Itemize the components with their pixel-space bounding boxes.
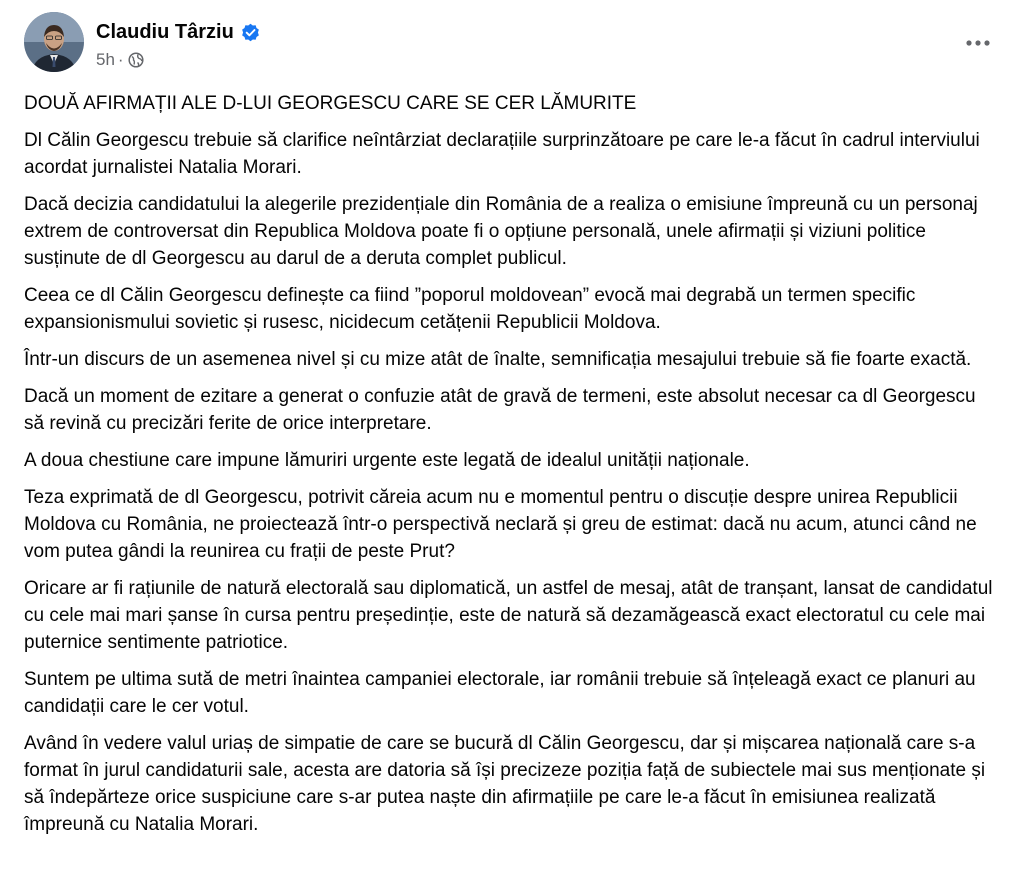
post-paragraph: Oricare ar fi rațiunile de natură electorală sau diplomatică, un astfel de mesaj, atât de tranșant, lansat de candidatul cu cele mai mari șanse în cursa pentru președinție, este de natură să dezamăgească exact electoratul cu cele mai puternice sentimente patriotice. (24, 578, 993, 653)
globe-icon[interactable] (128, 52, 144, 68)
post-paragraph: A doua chestiune care impune lămuriri urgente este legată de idealul unității naționale. (24, 450, 750, 471)
author-line (96, 21, 260, 44)
verified-badge-icon (241, 23, 260, 42)
post-body (24, 90, 994, 848)
post-timestamp[interactable]: 5h (96, 50, 115, 69)
post-meta (96, 50, 144, 70)
post-paragraph: Având în vedere valul uriaș de simpatie de care se bucură dl Călin Georgescu, dar și mișcarea națională care s-a format în jurul candidaturii sale, acesta are datoria să își precizeze poziția față de subiectele mai sus menționate și să îndepărteze orice suspiciune care s-ar putea naște din afirmațiile pe care le-a făcut în emisiunea realizată împreună cu Natalia Morari. (24, 733, 986, 835)
post-paragraph: Dacă un moment de ezitare a generat o confuzie atât de gravă de termeni, este absolut necesar ca dl Georgescu să revină cu precizări ferite de orice interpretare. (24, 386, 976, 434)
post-header (24, 12, 1000, 82)
author-name[interactable]: Claudiu Târziu (96, 21, 234, 43)
author-avatar[interactable] (24, 12, 84, 72)
post-title: DOUĂ AFIRMAȚII ALE D-LUI GEORGESCU CARE SE CER LĂMURITE (24, 93, 637, 114)
post-paragraph: Ceea ce dl Călin Georgescu definește ca fiind ”poporul moldovean” evocă mai degrabă un termen specific expansionismului sovietic și rusesc, nicidecum cetățenii Republicii Moldova. (24, 285, 916, 333)
meta-separator: · (117, 50, 124, 69)
post-paragraph: Dacă decizia candidatului la alegerile prezidențiale din România de a realiza o emisiune împreună cu un personaj extrem de controversat din Republica Moldova poate fi o opțiune personală, unele afirmații și viziuni politice susținute de dl Georgescu au darul de a deruta complet publicul. (24, 194, 978, 269)
more-options-icon[interactable] (960, 30, 996, 56)
post-paragraph: Suntem pe ultima sută de metri înaintea campaniei electorale, iar românii trebuie să înțeleagă exact ce planuri au candidații care le cer votul. (24, 669, 976, 717)
post-paragraph: Teza exprimată de dl Georgescu, potrivit căreia acum nu e momentul pentru o discuție despre unirea Republicii Moldova cu România, ne proiectează într-o perspectivă neclară și greu de estimat: dacă nu acum, atunci când ne vom putea gândi la reunirea cu frații de peste Prut? (24, 487, 977, 562)
post-paragraph: Dl Călin Georgescu trebuie să clarifice neîntârziat declarațiile surprinzătoare pe care le-a făcut în cadrul interviului acordat jurnalistei Natalia Morari. (24, 130, 980, 178)
post-paragraph: Într-un discurs de un asemenea nivel și cu mize atât de înalte, semnificația mesajului trebuie să fie foarte exactă. (24, 349, 972, 370)
